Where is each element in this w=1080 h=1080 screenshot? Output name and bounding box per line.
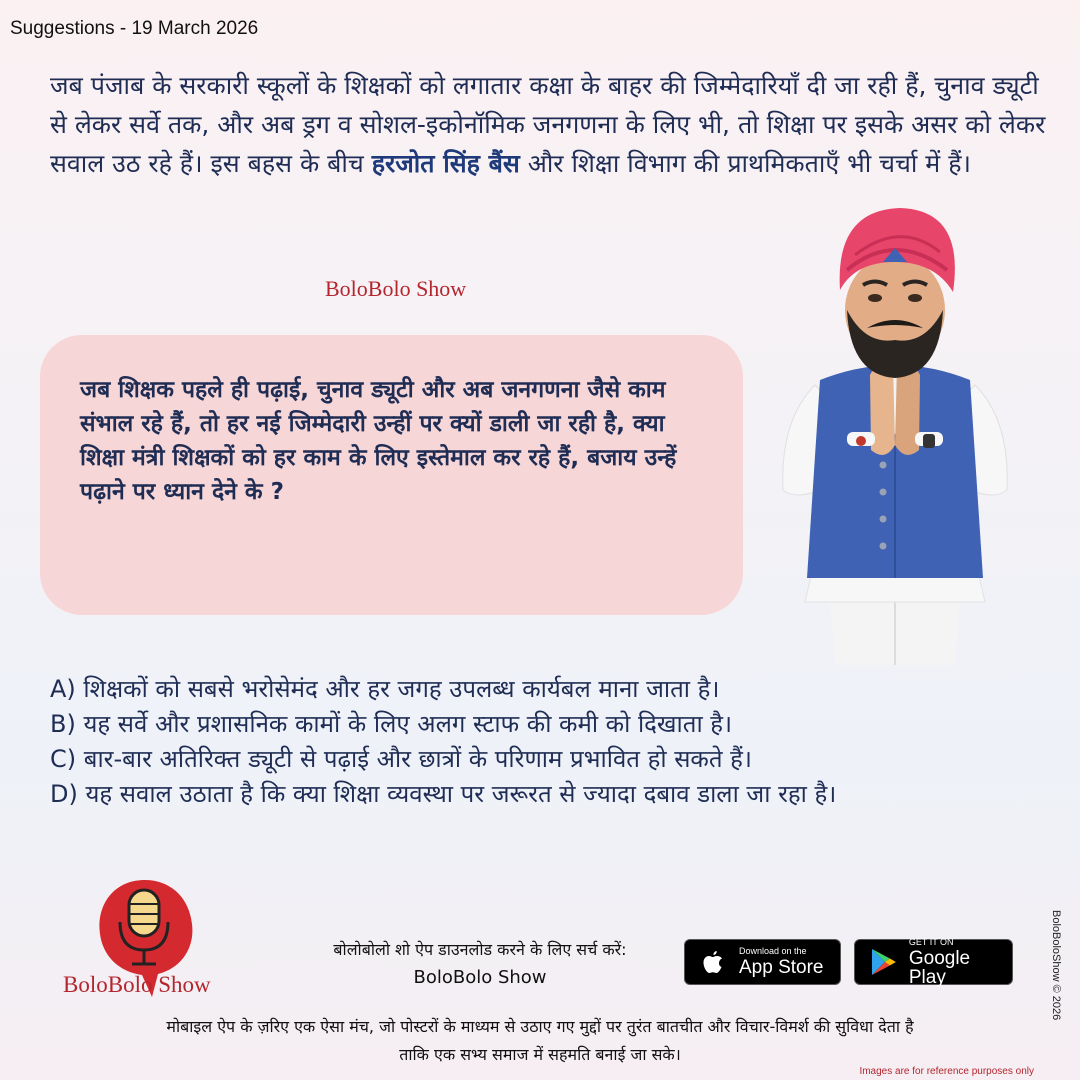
- google-play-small-text: GET IT ON: [908, 936, 954, 947]
- option-a[interactable]: A) शिक्षकों को सबसे भरोसेमंद और हर जगह उपलब्ध कार्यबल माना जाता है।: [50, 675, 720, 703]
- disclaimer-text: Images are for reference purposes only: [859, 1066, 1034, 1077]
- app-store-big-text: App Store: [739, 957, 824, 978]
- download-instruction-text: बोलोबोलो शो ऐप डाउनलोड करने के लिए सर्च करें:: [333, 940, 627, 959]
- footer-line-2: ताकि एक सभ्य समाज में सहमति बनाई जा सके।: [399, 1045, 681, 1064]
- question-text: जब शिक्षक पहले ही पढ़ाई, चुनाव ड्यूटी और अब जनगणना जैसे काम संभाल रहे हैं, तो हर नई जिम्मेदारी उन्हीं पर क्यों डाली जा रही है, क्या शिक्षा मंत्री शिक्षकों को हर काम के लिए इस्तेमाल कर रहे हैं, बजाय उन्हें पढ़ाने पर ध्यान देने के ?: [80, 377, 677, 505]
- copyright-text: BoloBoloShow © 2026: [1050, 910, 1062, 1021]
- option-b[interactable]: B) यह सर्वे और प्रशासनिक कामों के लिए अलग स्टाफ की कमी को दिखाता है।: [50, 710, 733, 738]
- google-play-button[interactable]: [854, 936, 1013, 988]
- answer-options: [50, 672, 1070, 812]
- person-illustration: [775, 200, 1015, 665]
- footer-description: [40, 1013, 1040, 1069]
- google-play-big-text: Google Play: [908, 947, 971, 988]
- google-play-icon: [865, 944, 901, 980]
- intro-text-after: और शिक्षा विभाग की प्राथमिकताएँ भी चर्चा में हैं।: [519, 149, 971, 178]
- option-c[interactable]: C) बार-बार अतिरिक्त ड्यूटी से पढ़ाई और छात्रों के परिणाम प्रभावित हो सकते हैं।: [50, 745, 753, 773]
- brand-watermark: BoloBolo Show: [325, 276, 467, 301]
- intro-text-before: जब पंजाब के सरकारी स्कूलों के शिक्षकों को लगातार कक्षा के बाहर की जिम्मेदारियाँ दी जा रही हैं, चुनाव ड्यूटी से लेकर सर्वे तक, और अब ड्रग व सोशल-इकोनॉमिक जनगणना के लिए भी, तो शिक्षा पर इसके असर को लेकर सवाल उठ रहे हैं। इस बहस के बीच: [50, 71, 1046, 178]
- app-store-small-text: Download on the: [739, 946, 807, 956]
- intro-paragraph: [50, 66, 1050, 183]
- option-d[interactable]: D) यह सवाल उठाता है कि क्या शिक्षा व्यवस्था पर जरूरत से ज्यादा दबाव डाला जा रहा है।: [50, 780, 837, 808]
- download-app-name: BoloBolo Show: [413, 967, 547, 988]
- download-instructions: [290, 936, 670, 992]
- question-card: [40, 335, 743, 615]
- intro-highlight-name: हरजोत सिंह बैंस: [371, 149, 520, 178]
- date-label: Suggestions - 19 March 2026: [10, 18, 259, 39]
- app-store-button[interactable]: [684, 939, 841, 985]
- logo-brand-name: BoloBolo Show: [63, 972, 211, 997]
- footer-line-1: मोबाइल ऐप के ज़रिए एक ऐसा मंच, जो पोस्टरों के माध्यम से उठाए गए मुद्दों पर तुरंत बातचीत और विचार-विमर्श की सुविधा देता है: [166, 1017, 914, 1036]
- apple-logo-icon: [693, 942, 733, 982]
